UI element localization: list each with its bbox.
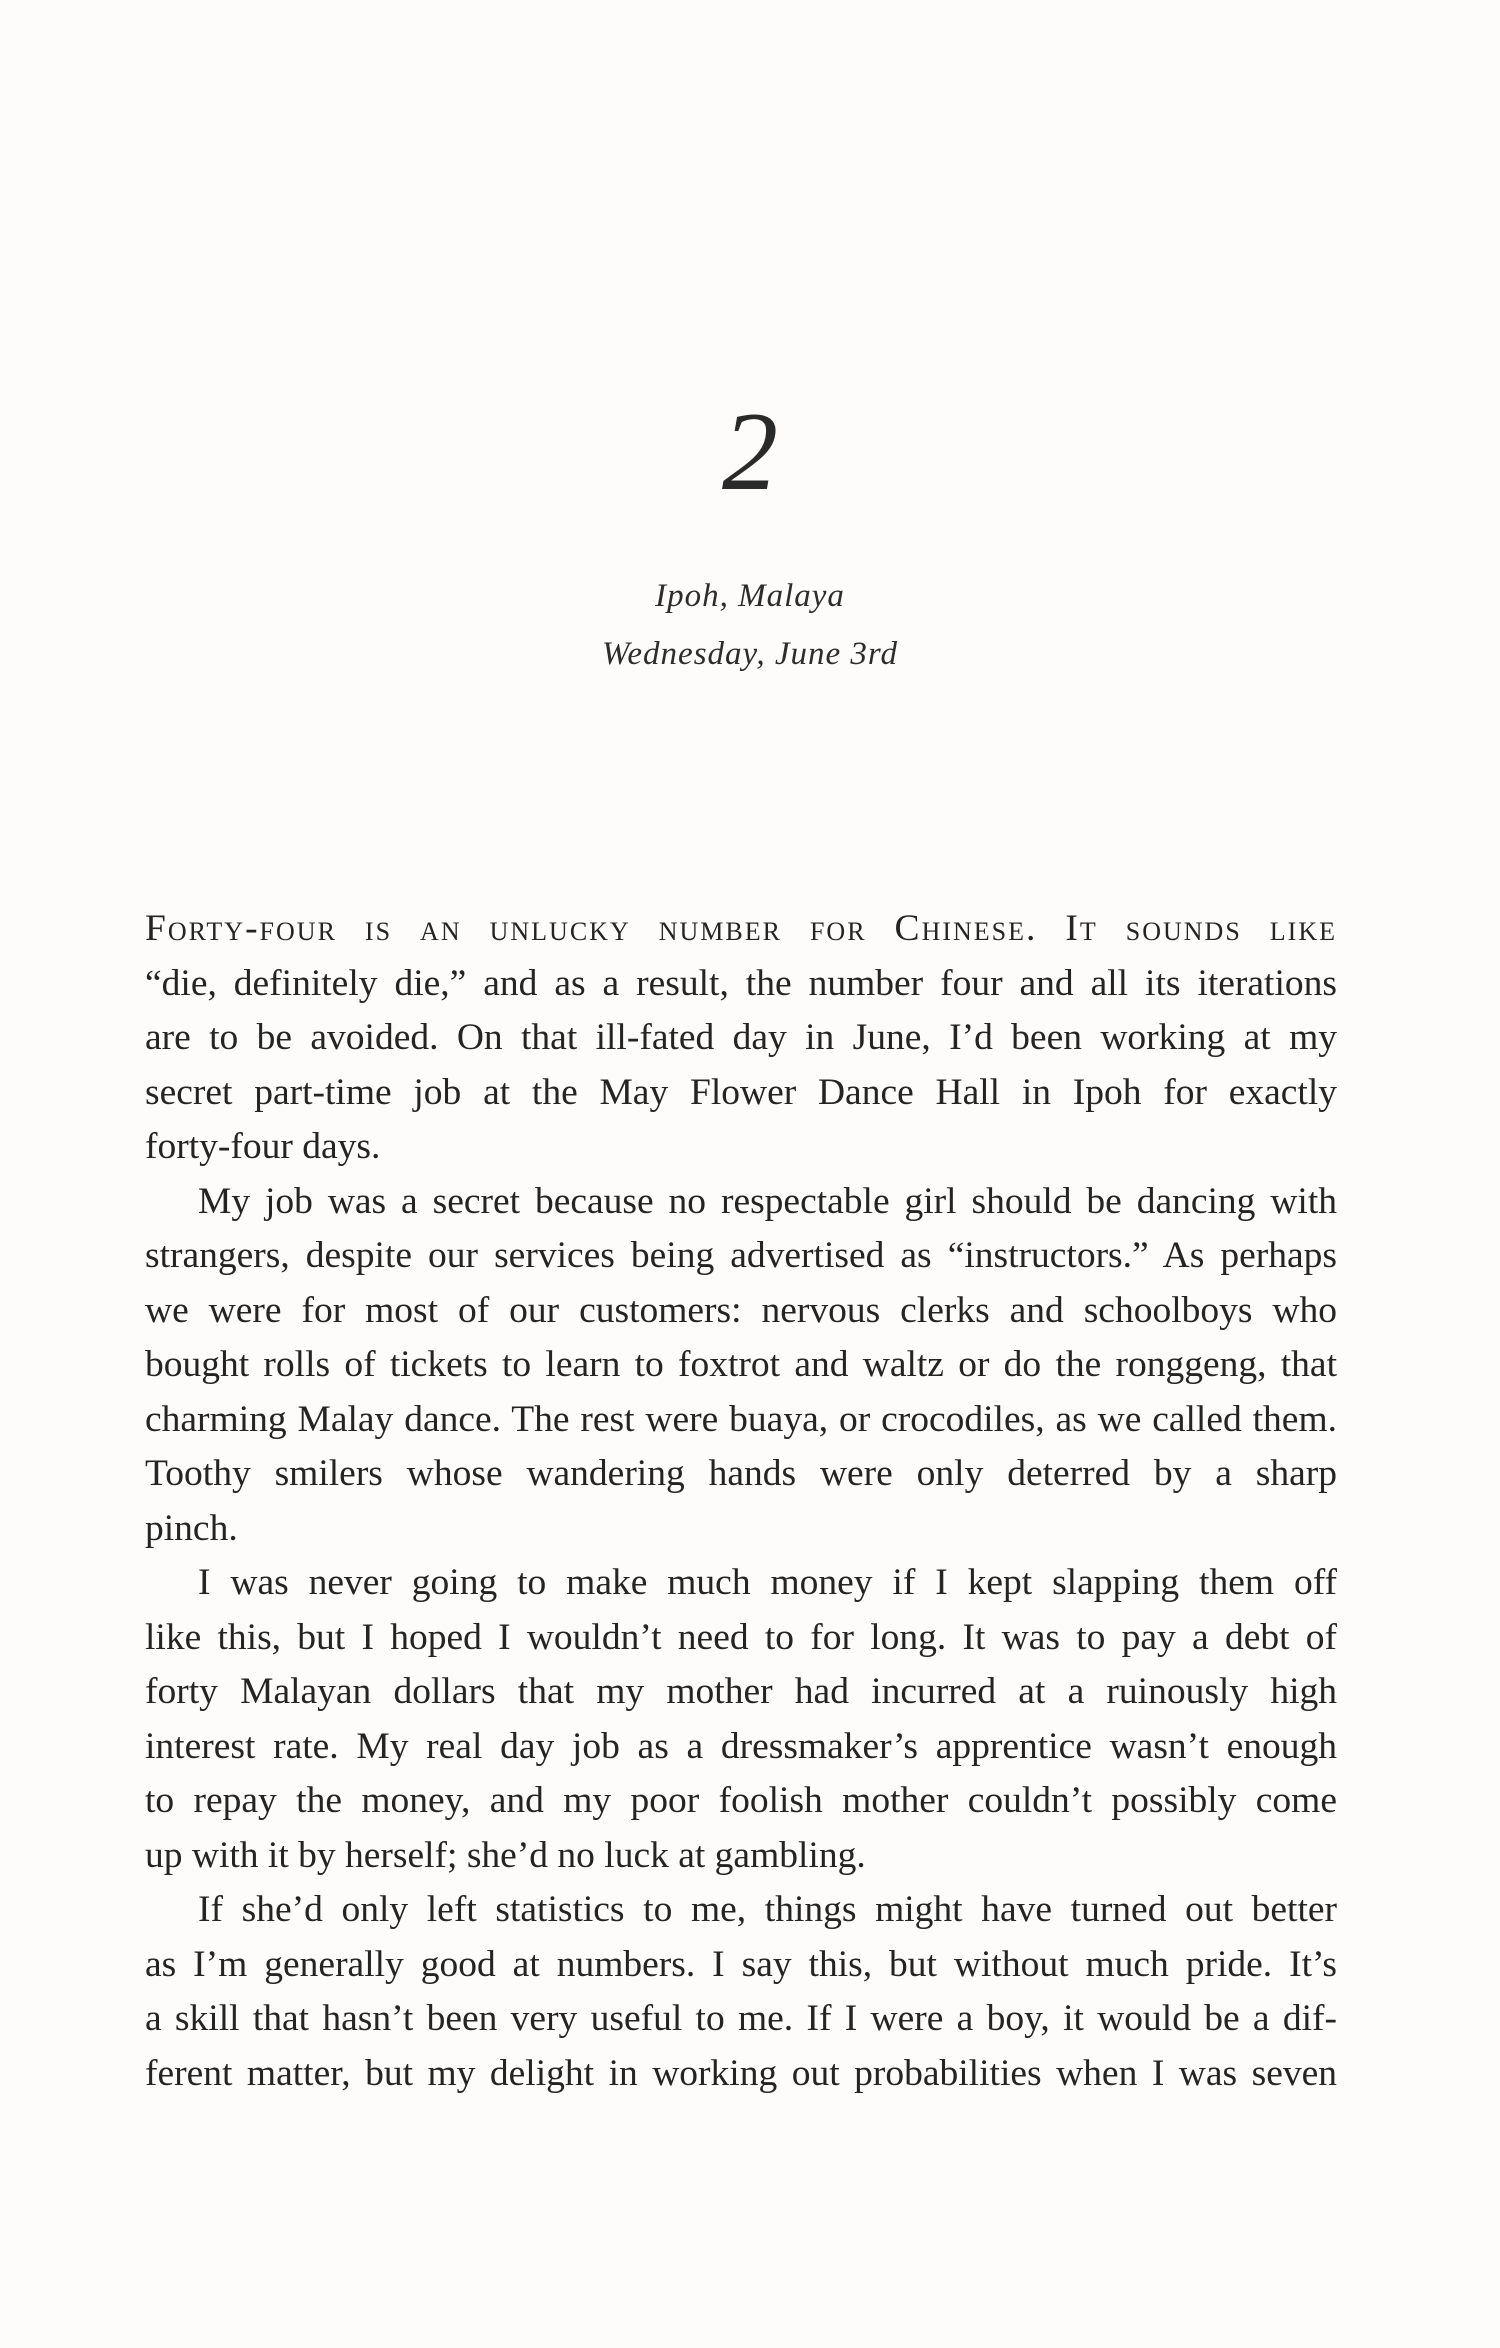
text-line: like this, but I hoped I wouldn’t need to for long. It was to pay a debt of — [145, 1616, 1337, 1658]
text-line: pinch. — [145, 1507, 238, 1549]
text-line: I was never going to make much money if I kept slapping them off — [198, 1562, 1337, 1603]
text-line: Toothy smilers whose wandering hands were only deterred by a sharp — [145, 1453, 1337, 1494]
text-line: a skill that hasn’t been very useful to me. If I were a boy, it would be a dif- — [145, 1998, 1337, 2039]
paragraph-3 — [145, 1556, 1337, 1883]
chapter-date: Wednesday, June 3rd — [601, 636, 899, 672]
body-text — [145, 902, 1337, 2101]
text-line: charming Malay dance. The rest were buaya, or crocodiles, as we called them. — [145, 1398, 1337, 1440]
text-line: ferent matter, but my delight in working out probabilities when I was seven — [145, 2052, 1337, 2094]
text-line: to repay the money, and my poor foolish mother couldn’t possibly come — [145, 1780, 1337, 1821]
chapter-number: 2 — [722, 390, 778, 514]
paragraph-2 — [145, 1175, 1337, 1557]
text-line: up with it by herself; she’d no luck at gambling. — [145, 1834, 866, 1876]
paragraph-4 — [145, 1883, 1337, 2101]
text-line: secret part-time job at the May Flower Dance Hall in Ipoh for exactly — [145, 1071, 1337, 1113]
chapter-place: Ipoh, Malaya — [655, 578, 845, 614]
text-line: we were for most of our customers: nervous clerks and schoolboys who — [145, 1289, 1337, 1331]
text-line: interest rate. My real day job as a dressmaker’s apprentice wasn’t enough — [145, 1725, 1337, 1767]
text-line: forty-four days. — [145, 1126, 381, 1167]
text-line: My job was a secret because no respectable girl should be dancing with — [198, 1180, 1337, 1222]
text-line: Forty-four is an unlucky number for Chinese. It sounds like — [145, 908, 1337, 949]
text-line: forty Malayan dollars that my mother had incurred at a ruinously high — [145, 1671, 1337, 1712]
text-line: strangers, despite our services being advertised as “instructors.” As perhaps — [145, 1235, 1337, 1276]
text-line: are to be avoided. On that ill-fated day in June, I’d been working at my — [145, 1017, 1337, 1058]
text-line: “die, definitely die,” and as a result, the number four and all its iterations — [145, 962, 1337, 1004]
text-line: bought rolls of tickets to learn to foxtrot and waltz or do the ronggeng, that — [145, 1344, 1337, 1385]
paragraph-1 — [145, 902, 1337, 1175]
text-line: If she’d only left statistics to me, things might have turned out better — [198, 1889, 1337, 1930]
text-line: as I’m generally good at numbers. I say this, but without much pride. It’s — [145, 1943, 1337, 1985]
